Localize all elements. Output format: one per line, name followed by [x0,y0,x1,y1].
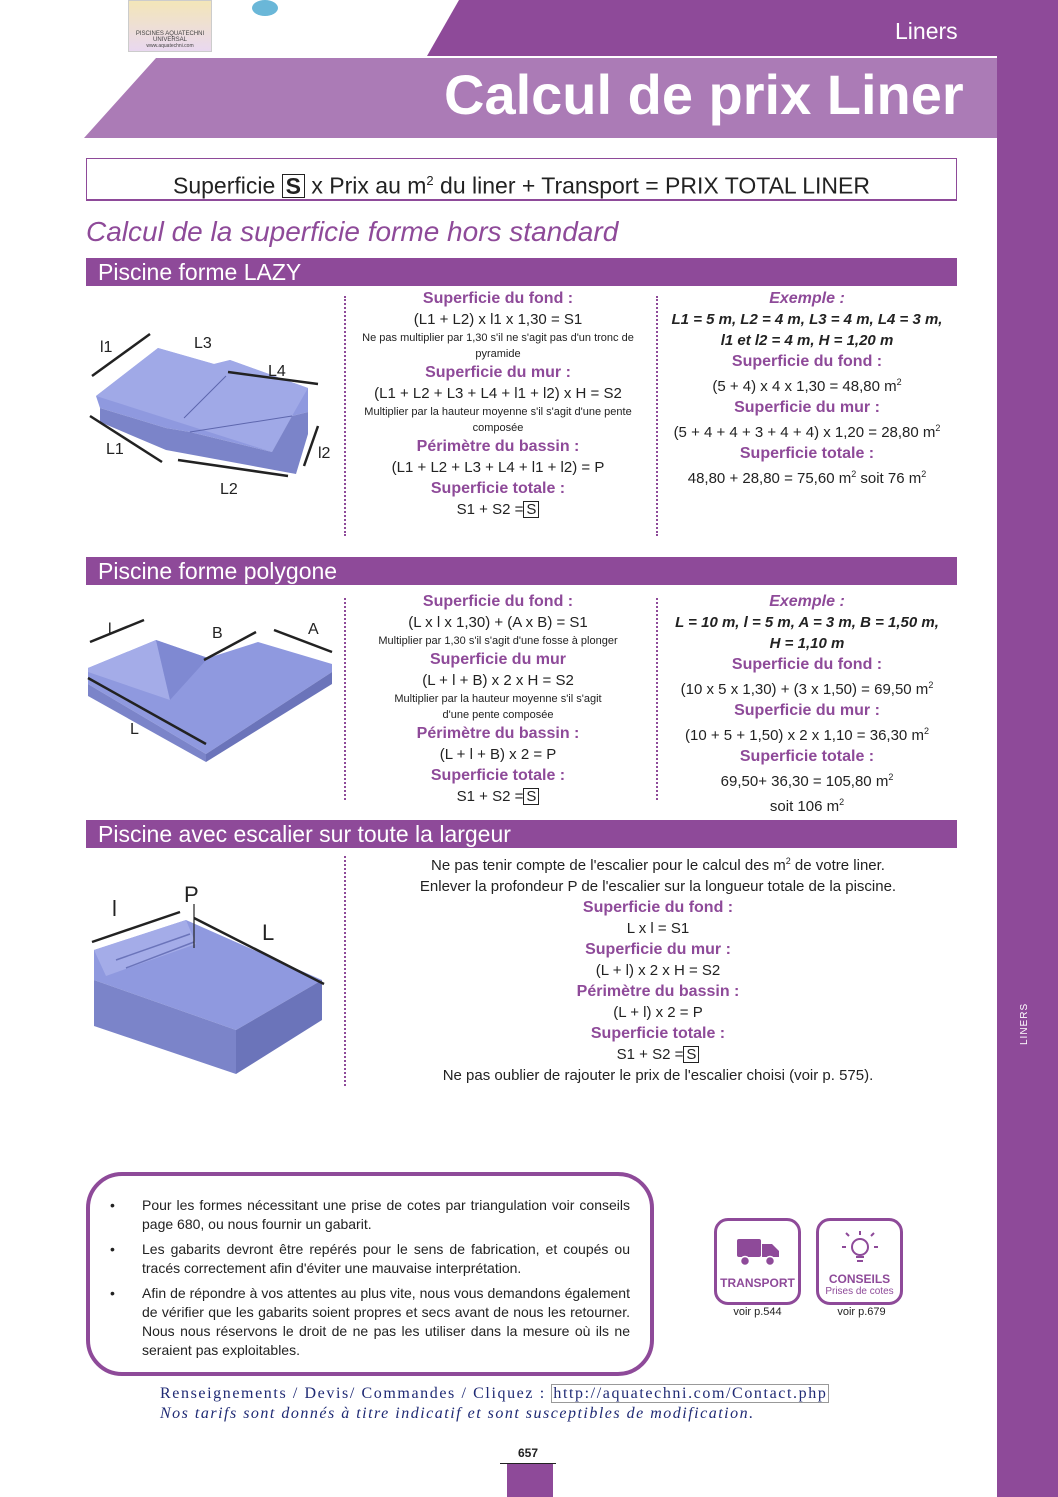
polygone-label-l: l [108,621,112,638]
lazy-f-mur: (L1 + L2 + L3 + L4 + l1 + l2) x H = S2 [374,385,622,402]
lazy-ex-mur-sup: 2 [935,423,941,433]
esc-f-perim: (L + l) x 2 = P [613,1004,703,1021]
poly-ex-fond: (10 x 5 x 1,30) + (3 x 1,50) = 69,50 m [680,681,929,698]
poly-f-mur: (L + l + B) x 2 x H = S2 [422,672,574,689]
logo-url: www.aquatechni.com [146,43,194,49]
poly-ex-tot-b: soit 106 m [769,798,840,815]
polygone-divider-1 [344,598,346,800]
formula-part3: du liner + Transport = PRIX TOTAL LINER [440,172,870,199]
truck-icon [733,1231,783,1271]
esc-line1b: de votre liner. [790,857,885,874]
contact-link[interactable]: http://aquatechni.com/Contact.php [553,1385,828,1402]
lazy-ex-h-fond: Superficie du fond : [731,353,883,370]
lazy-bar: Piscine forme LAZY [86,258,957,286]
lazy-n-fond: Ne pas multiplier par 1,30 s'il ne s'agit pas d'un tronc de pyramide [362,332,634,360]
formula-s-box: S [282,174,305,198]
polygone-label-L: L [130,721,139,738]
poly-h-mur: Superficie du mur [429,651,567,668]
lazy-h-mur: Superficie du mur : [425,364,571,381]
lazy-h-perim: Périmètre du bassin : [416,438,580,455]
lazy-f-fond: (L1 + L2) x l1 x 1,30 = S1 [413,311,583,328]
footer-contact-text: Renseignements / Devis/ Commandes / Cliquez : [160,1385,546,1402]
poly-n-fond: Multiplier par 1,30 s'il s'agit d'une fosse à plonger [378,635,618,647]
poly-f-fond: (L x l x 1,30) + (A x B) = S1 [408,614,588,631]
lazy-ex-tot-sup1: 2 [851,469,857,479]
note-item: • Afin de répondre à vos attentes au plus vite, nous vous demandons également de vérifier que les gabarits soient propres et secs avant de nous les retourner. Nous nous réservons le droit de ne pas les utiliser dans la mesure où ils ne seraient pas exploitables. [110,1284,630,1360]
formula-part1: Superficie [172,172,276,199]
badge-icon [252,0,278,16]
poly-ex-vals2: H = 1,10 m [769,635,845,652]
poly-f-perim: (L + l + B) x 2 = P [439,746,557,763]
lazy-ex-fond: (5 + 4) x 4 x 1,30 = 48,80 m [712,378,897,395]
notes-box [86,1172,654,1376]
page-number: 657 [517,1446,539,1460]
esc-line1 [356,851,960,876]
poly-f-tot-line [356,786,640,807]
poly-ex-h-mur: Superficie du mur : [734,702,880,719]
lazy-ex-tot-line [664,464,950,489]
esc-f-mur: (L + l) x 2 x H = S2 [595,962,721,979]
formula-part2: x Prix au m [311,172,427,199]
lazy-h-tot: Superficie totale : [430,480,566,497]
lightbulb-icon [840,1229,880,1267]
transport-ref: voir p.544 [733,1306,782,1318]
conseils-sub: Prises de cotes [825,1286,894,1297]
poly-h-tot: Superficie totale : [430,767,566,784]
escalier-label-l: l [112,896,117,921]
lazy-ex-h-mur: Superficie du mur : [734,399,880,416]
polygone-formulas [356,591,640,807]
lazy-label-L2: L2 [220,481,238,498]
poly-n-mur2: d'une pente composée [442,709,554,721]
esc-h-mur: Superficie du mur : [585,941,731,958]
polygone-bar: Piscine forme polygone [86,557,957,585]
side-label: LINERS [1019,1002,1030,1045]
poly-ex-fond-line [664,675,950,700]
poly-ex-h-fond: Superficie du fond : [731,656,883,673]
lazy-example [664,288,950,489]
poly-ex-tot-line1 [664,767,950,792]
header-tab-label: Liners [895,18,958,44]
lazy-n-mur: Multiplier par la hauteur moyenne s'il s'agit d'une pente composée [364,406,632,434]
lazy-ex-mur: (5 + 4 + 4 + 3 + 4 + 4) x 1,20 = 28,80 m [673,424,936,441]
esc-line1-sup: 2 [785,856,791,866]
polygone-example [664,591,950,817]
lazy-f-tot: S1 + S2 = [456,501,524,518]
logo-name: PISCINES AQUATECHNI UNIVERSAL [135,31,205,43]
poly-ex-vals1: L = 10 m, l = 5 m, A = 3 m, B = 1,50 m, [675,614,939,631]
note-item: • Pour les formes nécessitant une prise de cotes par triangulation voir conseils page 680, ou nous fournir un gabarit. [110,1196,630,1234]
lazy-ex-mur-line [664,418,950,443]
polygone-label-B: B [212,625,223,642]
lazy-ex-vals2: l1 et l2 = 4 m, H = 1,20 m [720,332,894,349]
page-number-tab [507,1464,553,1497]
lazy-f-perim: (L1 + L2 + L3 + L4 + l1 + l2) = P [391,459,605,476]
page-title: Calcul de prix Liner [444,63,964,126]
lazy-label-L1: L1 [106,441,124,458]
escalier-label-L: L [262,920,275,945]
conseils-label: CONSEILS [828,1272,891,1286]
lazy-label-L3: L3 [194,335,212,352]
lazy-ex-tot-sup2: 2 [921,469,927,479]
poly-h-perim: Périmètre du bassin : [416,725,580,742]
poly-ex-mur-sup: 2 [923,726,929,736]
escalier-divider [344,856,346,1086]
poly-f-tot: S1 + S2 = [456,788,524,805]
lazy-h-fond: Superficie du fond : [422,290,574,307]
poly-ex-tot-sup2: 2 [839,797,845,807]
section-title: Calcul de la superficie forme hors standard [86,216,619,247]
polygone-divider-2 [656,598,658,800]
esc-f-tot: S1 + S2 = [616,1046,684,1063]
esc-s-box: S [683,1046,699,1063]
poly-ex-fond-sup: 2 [928,680,934,690]
poly-ex-h-tot: Superficie totale : [739,748,875,765]
poly-s-box: S [523,788,539,805]
lazy-ex-title: Exemple : [769,290,845,307]
footer-contact [160,1385,829,1403]
transport-link[interactable] [714,1218,801,1305]
lazy-ex-vals1: L1 = 5 m, L2 = 4 m, L3 = 4 m, L4 = 3 m, [671,311,943,328]
lazy-pool-diagram [86,318,338,508]
lazy-label-L4: L4 [268,363,286,380]
lazy-ex-h-tot: Superficie totale : [739,445,875,462]
company-logo [128,0,212,52]
poly-ex-tot-sup1: 2 [888,772,894,782]
esc-line2: Enlever la profondeur P de l'escalier sur la longueur totale de la piscine. [419,878,897,895]
poly-h-fond: Superficie du fond : [422,593,574,610]
price-formula [86,158,957,201]
poly-n-mur1: Multiplier par la hauteur moyenne s'il s'agit [394,693,602,705]
formula-sup: 2 [426,173,434,188]
escalier-bar: Piscine avec escalier sur toute la largeur [86,820,957,848]
escalier-formulas [356,851,960,1086]
lazy-divider-2 [656,296,658,536]
lazy-ex-tot-b: soit 76 m [856,470,922,487]
esc-f-tot-line [356,1044,960,1065]
esc-h-perim: Périmètre du bassin : [576,983,740,1000]
esc-h-fond: Superficie du fond : [582,899,734,916]
escalier-label-P: P [184,882,199,907]
lazy-ex-fond-sup: 2 [896,377,902,387]
lazy-formulas [356,288,640,520]
esc-line1a: Ne pas tenir compte de l'escalier pour le calcul des m [431,857,786,874]
note-item: • Les gabarits devront être repérés pour le sens de fabrication, et coupés ou tracés correctement afin d'éviter une mauvaise interprétation. [110,1240,630,1278]
esc-last: Ne pas oublier de rajouter le prix de l'escalier choisi (voir p. 575). [442,1067,874,1084]
poly-ex-tot-a: 69,50+ 36,30 = 105,80 m [720,773,889,790]
polygone-label-A: A [308,621,319,638]
conseils-ref: voir p.679 [837,1306,886,1318]
poly-ex-title: Exemple : [769,593,845,610]
lazy-divider-1 [344,296,346,536]
poly-ex-tot-line2 [664,792,950,817]
secondary-logo [238,0,292,50]
right-sidebar [997,0,1058,1497]
lazy-label-l2: l2 [318,445,331,462]
polygone-pool-diagram [86,612,338,772]
lazy-s-box: S [523,501,539,518]
footer-disclaimer: Nos tarifs sont donnés à titre indicatif et sont susceptibles de modification. [160,1405,755,1422]
transport-label: TRANSPORT [720,1276,795,1290]
conseils-link[interactable] [816,1218,903,1305]
lazy-label-l1: l1 [100,339,113,356]
escalier-pool-diagram [86,880,336,1080]
esc-f-fond: L x l = S1 [626,920,690,937]
poly-ex-mur-line [664,721,950,746]
lazy-ex-tot-a: 48,80 + 28,80 = 75,60 m [687,470,852,487]
poly-ex-mur: (10 + 5 + 1,50) x 2 x 1,10 = 36,30 m [685,727,924,744]
esc-h-tot: Superficie totale : [590,1025,726,1042]
lazy-f-tot-line [356,499,640,520]
lazy-ex-fond-line [664,372,950,397]
